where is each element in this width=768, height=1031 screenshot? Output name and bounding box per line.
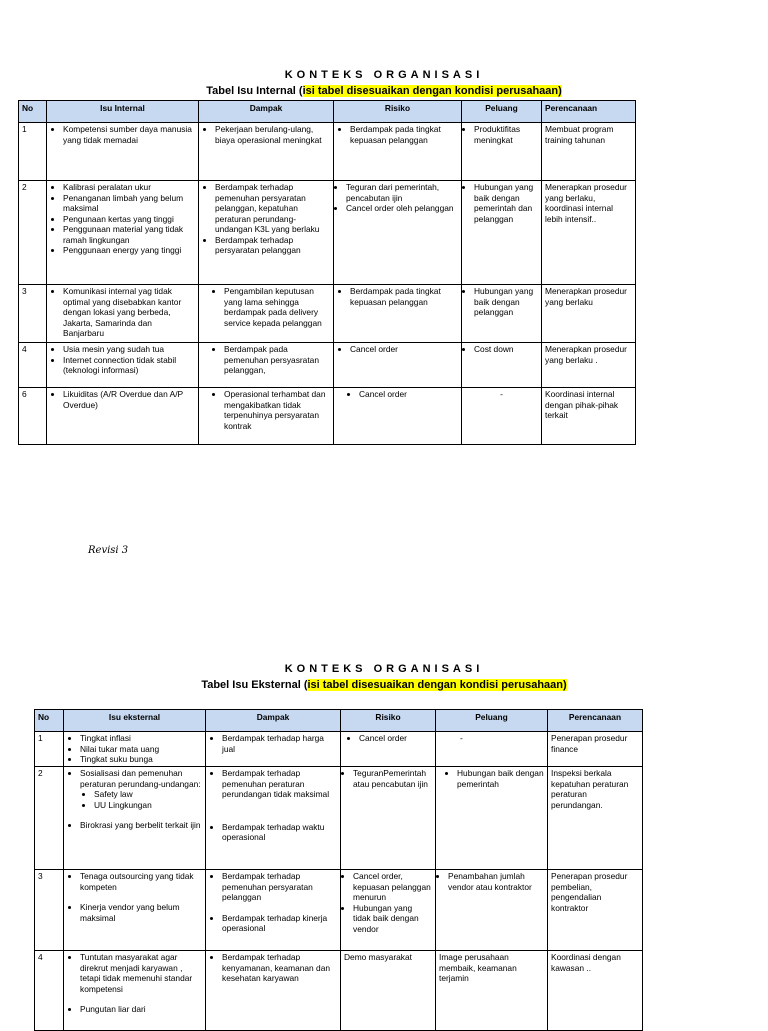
- list-item: • Berdampak terhadap waktu operasional: [222, 822, 337, 843]
- section2-title: KONTEKS ORGANISASI: [284, 663, 484, 675]
- list-item: • Penanganan limbah yang belum maksimal: [63, 193, 195, 214]
- list-item: • Tingkat suku bunga: [80, 754, 202, 765]
- row-isu: [47, 123, 199, 181]
- row-peluang: -: [436, 732, 548, 767]
- header-peluang: Peluang: [436, 710, 548, 732]
- list-item-text: Sosialisasi dan pemenuhan peraturan perundang-undangan:: [80, 768, 201, 789]
- list-item: • Berdampak pada tingkat kepuasan pelanggan: [350, 286, 458, 307]
- row-isu: [47, 388, 199, 445]
- row-risiko: [341, 767, 436, 870]
- list-item: • Cancel order oleh pelanggan: [346, 203, 458, 214]
- internal-issues-table: [18, 100, 636, 445]
- row-no: 3: [19, 285, 47, 343]
- row-dampak: [199, 388, 334, 445]
- list-item: • Likuiditas (A/R Overdue dan A/P Overdue): [63, 389, 195, 410]
- table-row: [35, 951, 643, 1031]
- row-dampak: [206, 951, 341, 1031]
- section2-subtitle: [0, 679, 768, 691]
- header-perencanaan: Perencanaan: [542, 101, 636, 123]
- list-item: • Operasional terhambat dan mengakibatkan tidak terpenuhinya persyaratan kontrak: [224, 389, 330, 431]
- row-dampak: [199, 285, 334, 343]
- list-item: • Penggunaan energy yang tinggi: [63, 245, 195, 256]
- header-risiko: Risiko: [341, 710, 436, 732]
- header-no: No: [19, 101, 47, 123]
- list-item: • Komunikasi internal yag tidak optimal yang disebabkan kantor dengan lokasi yang berbeda, Jakarta, Samarinda dan Banjarbaru: [63, 286, 195, 339]
- list-item: • Teguran dari pemerintah, pencabutan ijin: [346, 182, 458, 203]
- external-issues-table: [34, 709, 643, 1031]
- list-item: • Pungutan liar dari: [80, 1004, 202, 1015]
- list-item: • Hubungan yang baik dengan pelanggan: [474, 286, 538, 318]
- row-dampak: [199, 181, 334, 285]
- row-dampak: [206, 767, 341, 870]
- list-item: • Berdampak terhadap kenyamanan, keamanan dan kesehatan karyawan: [222, 952, 337, 984]
- header-peluang: Peluang: [462, 101, 542, 123]
- row-perencanaan: Menerapkan prosedur yang berlaku .: [542, 343, 636, 388]
- list-item: • Kinerja vendor yang belum maksimal: [80, 902, 202, 923]
- list-item: • Produktifitas meningkat: [474, 124, 538, 145]
- row-no: 6: [19, 388, 47, 445]
- table-row: [19, 343, 636, 388]
- list-item: • Tuntutan masyarakat agar direkrut menjadi karyawan , tetapi tidak memenuhi standar kompetensi: [80, 952, 202, 994]
- list-item: • Pengambilan keputusan yang lama sehingga berdampak pada delivery service kepada pelanggan: [224, 286, 330, 328]
- row-perencanaan: Koordinasi dengan kawasan ..: [548, 951, 643, 1031]
- list-item: • Usia mesin yang sudah tua: [63, 344, 195, 355]
- list-item: • Cancel order: [350, 344, 458, 355]
- sub-list-item: • Safety law: [94, 789, 202, 800]
- list-item: • Berdampak pada pemenuhan persyasratan pelanggan,: [224, 344, 330, 376]
- header-no: No: [35, 710, 64, 732]
- row-isu: [47, 343, 199, 388]
- table-row: [35, 870, 643, 951]
- row-no: 1: [19, 123, 47, 181]
- list-item: • Kalibrasi peralatan ukur: [63, 182, 195, 193]
- list-item: • Berdampak terhadap pemenuhan peraturan perundangan tidak maksimal: [222, 768, 337, 800]
- table-row: [19, 181, 636, 285]
- row-risiko: Demo masyarakat: [341, 951, 436, 1031]
- row-perencanaan: Koordinasi internal dengan pihak-pihak terkait: [542, 388, 636, 445]
- revision-note: Revisi 3: [88, 545, 129, 556]
- table-header-row: [19, 101, 636, 123]
- row-peluang: -: [462, 388, 542, 445]
- list-item: • Berdampak terhadap persyaratan pelanggan: [215, 235, 330, 256]
- subtitle-highlight: isi tabel disesuaikan dengan kondisi perusahaan): [302, 85, 562, 97]
- row-isu: [47, 181, 199, 285]
- table-row: [35, 732, 643, 767]
- row-risiko: [334, 343, 462, 388]
- header-isu: Isu Internal: [47, 101, 199, 123]
- row-perencanaan: Membuat program training tahunan: [542, 123, 636, 181]
- row-dampak: [206, 870, 341, 951]
- header-perencanaan: Perencanaan: [548, 710, 643, 732]
- list-item: • Cancel order: [359, 733, 432, 744]
- table-row: [19, 123, 636, 181]
- list-item: • Tenaga outsourcing yang tidak kompeten: [80, 871, 202, 892]
- row-isu: [47, 285, 199, 343]
- list-item: • Internet connection tidak stabil (teknologi informasi): [63, 355, 195, 376]
- row-no: 4: [35, 951, 64, 1031]
- row-peluang: Image perusahaan membaik, keamanan terjamin: [436, 951, 548, 1031]
- row-peluang: [462, 343, 542, 388]
- subtitle-highlight: isi tabel disesuaikan dengan kondisi perusahaan): [307, 679, 567, 691]
- row-isu: [64, 870, 206, 951]
- list-item: • Cancel order: [359, 389, 458, 400]
- row-dampak: [199, 123, 334, 181]
- list-item: • Berdampak terhadap harga jual: [222, 733, 337, 754]
- table-row: [35, 767, 643, 870]
- row-peluang: [462, 123, 542, 181]
- subtitle-plain: Tabel Isu Internal (: [206, 85, 303, 97]
- row-dampak: [206, 732, 341, 767]
- row-isu: [64, 732, 206, 767]
- row-peluang: [462, 181, 542, 285]
- row-no: 2: [35, 767, 64, 870]
- row-risiko: [334, 123, 462, 181]
- subtitle-plain: Tabel Isu Eksternal (: [201, 679, 308, 691]
- row-risiko: [341, 732, 436, 767]
- row-no: 2: [19, 181, 47, 285]
- list-item: • Berdampak pada tingkat kepuasan pelanggan: [350, 124, 458, 145]
- row-risiko: [341, 870, 436, 951]
- list-item: • Berdampak terhadap pemenuhan persyaratan pelanggan, kepatuhan peraturan perundang-undangan K3L yang berlaku: [215, 182, 330, 235]
- list-item: • Hubungan baik dengan pemerintah: [457, 768, 544, 789]
- row-no: 1: [35, 732, 64, 767]
- list-item: • Kompetensi sumber daya manusia yang tidak memadai: [63, 124, 195, 145]
- table-row: [19, 388, 636, 445]
- list-item: • Tingkat inflasi: [80, 733, 202, 744]
- row-peluang: [436, 870, 548, 951]
- list-item: [80, 768, 202, 810]
- section1-subtitle: [0, 85, 768, 97]
- sub-list-item: • UU Lingkungan: [94, 800, 202, 811]
- list-item: • Birokrasi yang berbelit terkait ijin: [80, 820, 202, 831]
- row-perencanaan: Inspeksi berkala kepatuhan peraturan peraturan perundangan.: [548, 767, 643, 870]
- row-peluang: [436, 767, 548, 870]
- list-item: • Penggunaan material yang tidak ramah lingkungan: [63, 224, 195, 245]
- header-isu: Isu eksternal: [64, 710, 206, 732]
- header-dampak: Dampak: [199, 101, 334, 123]
- row-peluang: [462, 285, 542, 343]
- list-item: • Pekerjaan berulang-ulang, biaya operasional meningkat: [215, 124, 330, 145]
- header-dampak: Dampak: [206, 710, 341, 732]
- row-perencanaan: Menerapkan prosedur yang berlaku, koordinasi internal lebih intensif..: [542, 181, 636, 285]
- row-dampak: [199, 343, 334, 388]
- list-item: • Penambahan jumlah vendor atau kontraktor: [448, 871, 544, 892]
- row-risiko: [334, 181, 462, 285]
- list-item: • Hubungan yang baik dengan pemerintah dan pelanggan: [474, 182, 538, 224]
- row-perencanaan: Penerapan prosedur finance: [548, 732, 643, 767]
- row-no: 4: [19, 343, 47, 388]
- section1-title: KONTEKS ORGANISASI: [284, 69, 484, 81]
- row-no: 3: [35, 870, 64, 951]
- header-risiko: Risiko: [334, 101, 462, 123]
- table-row: [19, 285, 636, 343]
- list-item: • Pengunaan kertas yang tinggi: [63, 214, 195, 225]
- table-header-row: [35, 710, 643, 732]
- list-item: • Cancel order, kepuasan pelanggan menurun: [353, 871, 432, 903]
- list-item: • Berdampak terhadap pemenuhan persyaratan pelanggan: [222, 871, 337, 903]
- list-item: • Berdampak terhadap kinerja operasional: [222, 913, 337, 934]
- row-perencanaan: Penerapan prosedur pembelian, pengendalian kontraktor: [548, 870, 643, 951]
- row-isu: [64, 951, 206, 1031]
- list-item: • Cost down: [474, 344, 538, 355]
- list-item: • TeguranPemerintah atau pencabutan ijin: [353, 768, 432, 789]
- row-perencanaan: Menerapkan prosedur yang berlaku: [542, 285, 636, 343]
- list-item: • Hubungan yang tidak baik dengan vendor: [353, 903, 432, 935]
- list-item: • Nilai tukar mata uang: [80, 744, 202, 755]
- row-risiko: [334, 285, 462, 343]
- row-risiko: [334, 388, 462, 445]
- row-isu: [64, 767, 206, 870]
